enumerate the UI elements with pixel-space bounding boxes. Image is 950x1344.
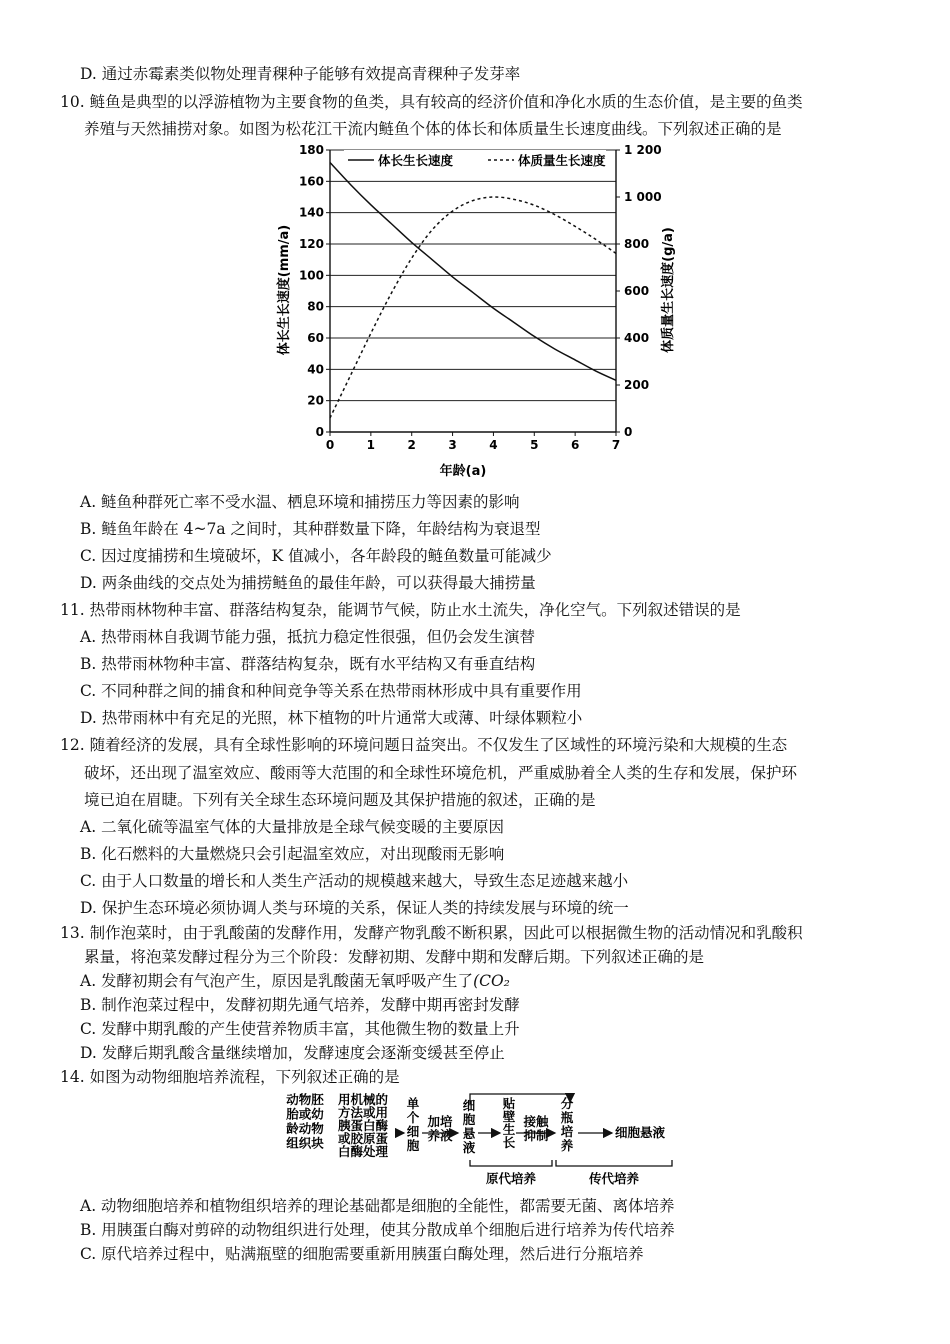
y-left-tick-label: 80: [307, 299, 324, 314]
q13-option-b: B. 制作泡菜过程中，发酵初期先通气培养，发酵中期再密封发酵: [80, 996, 520, 1014]
q14-option-a: A. 动物细胞培养和植物组织培养的理论基础都是细胞的全能性，都需要无菌、离体培养: [80, 1197, 675, 1215]
y-left-tick-label: 20: [307, 393, 324, 408]
cell-culture-flow-diagram: [280, 1090, 680, 1195]
loop-arrow: [470, 1094, 570, 1104]
flow-node-final-suspension: 细胞悬液: [614, 1125, 666, 1140]
q11-option-d: D. 热带雨林中有充足的光照，林下植物的叶片通常大或薄、叶绿体颗粒小: [80, 709, 583, 727]
q14-option-c: C. 原代培养过程中，贴满瓶壁的细胞需要重新用胰蛋白酶处理，然后进行分瓶培养: [80, 1245, 644, 1263]
q11-option-a: A. 热带雨林自我调节能力强，抵抗力稳定性很强，但仍会发生演替: [80, 628, 536, 646]
flow-node-contact-inhibition: 抑制: [523, 1128, 549, 1143]
q10-option-b: B. 鲢鱼年龄在 4~7a 之间时，其种群数量下降，年龄结构为衰退型: [80, 520, 541, 538]
q12-option-d: D. 保护生态环境必须协调人类与环境的关系，保证人类的持续发展与环境的统一: [80, 899, 629, 917]
q13-option-a-text: A. 发酵初期会有气泡产生，原因是乳酸菌无氧呼吸产生了: [80, 972, 474, 990]
q12-option-c: C. 由于人口数量的增长和人类生产活动的规模越来越大，导致生态足迹越来越小: [80, 872, 629, 890]
y-right-tick-label: 1 000: [624, 190, 662, 204]
q11-stem: 11. 热带雨林物种丰富、群落结构复杂，能调节气候，防止水土流失，净化空气。下列叙述错误的是: [60, 601, 741, 619]
q10-stem-line2: 养殖与天然捕捞对象。如图为松花江干流内鲢鱼个体的体长和体质量生长速度曲线。下列叙述正确的是: [84, 120, 782, 138]
flow-node-enzyme-treatment: 或胶原蛋: [337, 1131, 389, 1146]
y-right-tick-label: 400: [624, 331, 650, 345]
series-line-body-length: [330, 163, 616, 381]
flow-node-adherent-growth: 贴: [502, 1096, 516, 1111]
flow-node-contact-inhibition: 接触: [523, 1114, 549, 1129]
x-axis-label: 年龄(a): [439, 464, 487, 479]
flow-node-enzyme-treatment: 白酶处理: [337, 1144, 389, 1159]
x-tick-label: 4: [489, 438, 498, 452]
q10-option-c: C. 因过度捕捞和生境破坏，K 值减小，各年龄段的鲢鱼数量可能减少: [80, 547, 552, 565]
y-right-tick-label: 1 200: [624, 143, 662, 157]
flow-node-adherent-growth: 壁: [502, 1109, 516, 1124]
chart-grid: [330, 150, 616, 432]
flow-node-split-culture: 培: [560, 1124, 574, 1139]
flow-node-cell-suspension: 细: [462, 1098, 476, 1113]
y-left-tick-label: 40: [307, 362, 324, 377]
chart-series: [330, 163, 616, 418]
flow-node-tissue: 组织块: [286, 1135, 324, 1151]
flow-node-adherent-growth: 长: [502, 1135, 516, 1150]
flow-node-split-culture: 分: [560, 1096, 574, 1111]
y-right-tick-label: 200: [624, 378, 650, 392]
q11-option-b: B. 热带雨林物种丰富、群落结构复杂，既有水平结构又有垂直结构: [80, 655, 536, 673]
flow-node-enzyme-treatment: 用机械的: [337, 1092, 389, 1107]
q14-option-b: B. 用胰蛋白酶对剪碎的动物组织进行处理，使其分散成单个细胞后进行培养为传代培养: [80, 1221, 675, 1239]
y-axis-left-label: 体长生长速度(mm/a): [277, 224, 292, 356]
flow-node-enzyme-treatment: 胰蛋白酶: [337, 1118, 389, 1133]
y-axis-right-label: 体质量生长速度(g/a): [661, 227, 676, 353]
y-right-tick-label: 800: [624, 237, 650, 251]
subculture-bracket: [556, 1160, 672, 1166]
flow-node-enzyme-treatment: 方法或用: [337, 1105, 389, 1120]
flow-node-tissue: 胎或幼: [286, 1106, 324, 1122]
q12-option-b: B. 化石燃料的大量燃烧只会引起温室效应，对出现酸雨无影响: [80, 845, 505, 863]
x-tick-label: 2: [407, 438, 416, 452]
flow-node-tissue: 动物胚: [286, 1092, 324, 1107]
y-left-tick-label: 120: [298, 237, 324, 251]
q13-option-a: [80, 970, 510, 992]
flow-node-cell-suspension: 液: [462, 1140, 476, 1155]
q12-stem-line3: 境已迫在眉睫。下列有关全球生态环境问题及其保护措施的叙述，正确的是: [84, 791, 596, 809]
q13-option-d: D. 发酵后期乳酸含量继续增加，发酵速度会逐渐变缓甚至停止: [80, 1044, 505, 1062]
flow-node-cell-suspension: 胞: [462, 1112, 476, 1127]
q11-option-c: C. 不同种群之间的捕食和种间竞争等关系在热带雨林形成中具有重要作用: [80, 682, 582, 700]
q13-option-c: C. 发酵中期乳酸的产生使营养物质丰富，其他微生物的数量上升: [80, 1020, 520, 1038]
y-left-tick-label: 60: [307, 331, 324, 345]
q10-option-d: D. 两条曲线的交点处为捕捞鲢鱼的最佳年龄，可以获得最大捕捞量: [80, 574, 536, 592]
flow-label-primary-culture: 原代培养: [485, 1171, 537, 1186]
x-tick-label: 6: [570, 438, 580, 452]
y-left-tick-label: 160: [298, 174, 324, 189]
flow-node-tissue: 龄动物: [286, 1121, 324, 1136]
y-right-tick-label: 600: [624, 284, 650, 298]
x-tick-label: 1: [366, 438, 376, 452]
flow-node-single-cell: 胞: [406, 1138, 420, 1153]
x-tick-label: 7: [611, 438, 621, 452]
q10-stem-line1: 10. 鲢鱼是典型的以浮游植物为主要食物的鱼类，具有较高的经济价值和净化水质的生态价值，是主要的鱼类: [60, 93, 803, 111]
q13-stem-line1: 13. 制作泡菜时，由于乳酸菌的发酵作用，发酵产物乳酸不断积累，因此可以根据微生物的活动情况和乳酸积: [60, 924, 803, 942]
series-line-body-mass: [330, 197, 616, 418]
growth-speed-chart: [270, 140, 690, 485]
q13-option-a-formula: (CO₂: [473, 972, 510, 990]
q12-option-a: A. 二氧化硫等温室气体的大量排放是全球气候变暖的主要原因: [80, 818, 505, 836]
x-tick-label: 5: [530, 438, 539, 452]
chart-legend: [344, 150, 606, 170]
q14-stem: 14. 如图为动物细胞培养流程，下列叙述正确的是: [60, 1068, 400, 1086]
flow-label-subculture: 传代培养: [588, 1171, 640, 1186]
primary-culture-bracket: [470, 1160, 552, 1166]
flow-node-single-cell: 单: [406, 1096, 420, 1111]
y-left-tick-label: 180: [298, 143, 324, 157]
y-left-tick-label: 100: [298, 268, 324, 283]
flow-node-single-cell: 个: [406, 1110, 420, 1125]
flow-node-adherent-growth: 生: [502, 1122, 516, 1137]
q13-stem-line2: 累量，将泡菜发酵过程分为三个阶段：发酵初期、发酵中期和发酵后期。下列叙述正确的是: [84, 948, 705, 966]
flow-node-add-medium: 加培: [427, 1114, 453, 1129]
flow-node-split-culture: 瓶: [560, 1110, 574, 1125]
x-tick-label: 3: [448, 438, 457, 452]
q9-option-d: D. 通过赤霉素类似物处理青稞种子能够有效提高青稞种子发芽率: [80, 65, 521, 83]
y-right-tick-label: 0: [624, 425, 633, 439]
q10-option-a: A. 鲢鱼种群死亡率不受水温、栖息环境和捕捞压力等因素的影响: [80, 493, 520, 511]
q12-stem-line1: 12. 随着经济的发展，具有全球性影响的环境问题日益突出。不仅发生了区域性的环境污染和大规模的生态: [60, 736, 788, 754]
x-tick-label: 0: [325, 438, 335, 452]
flow-node-add-medium: 养液: [427, 1128, 453, 1143]
legend-label-mass: 体质量生长速度: [518, 153, 606, 168]
q12-stem-line2: 破坏，还出现了温室效应、酸雨等大范围的和全球性环境危机，严重威胁着全人类的生存和发展，保护环: [84, 764, 798, 782]
y-left-tick-label: 140: [298, 205, 324, 220]
legend-label-length: 体长生长速度: [378, 153, 454, 168]
flow-node-cell-suspension: 悬: [462, 1126, 476, 1141]
y-left-tick-label: 0: [315, 425, 324, 439]
chart-axes: [330, 150, 616, 432]
flow-text: [285, 1092, 665, 1186]
flow-node-split-culture: 养: [560, 1138, 574, 1153]
flow-node-single-cell: 细: [406, 1124, 420, 1139]
